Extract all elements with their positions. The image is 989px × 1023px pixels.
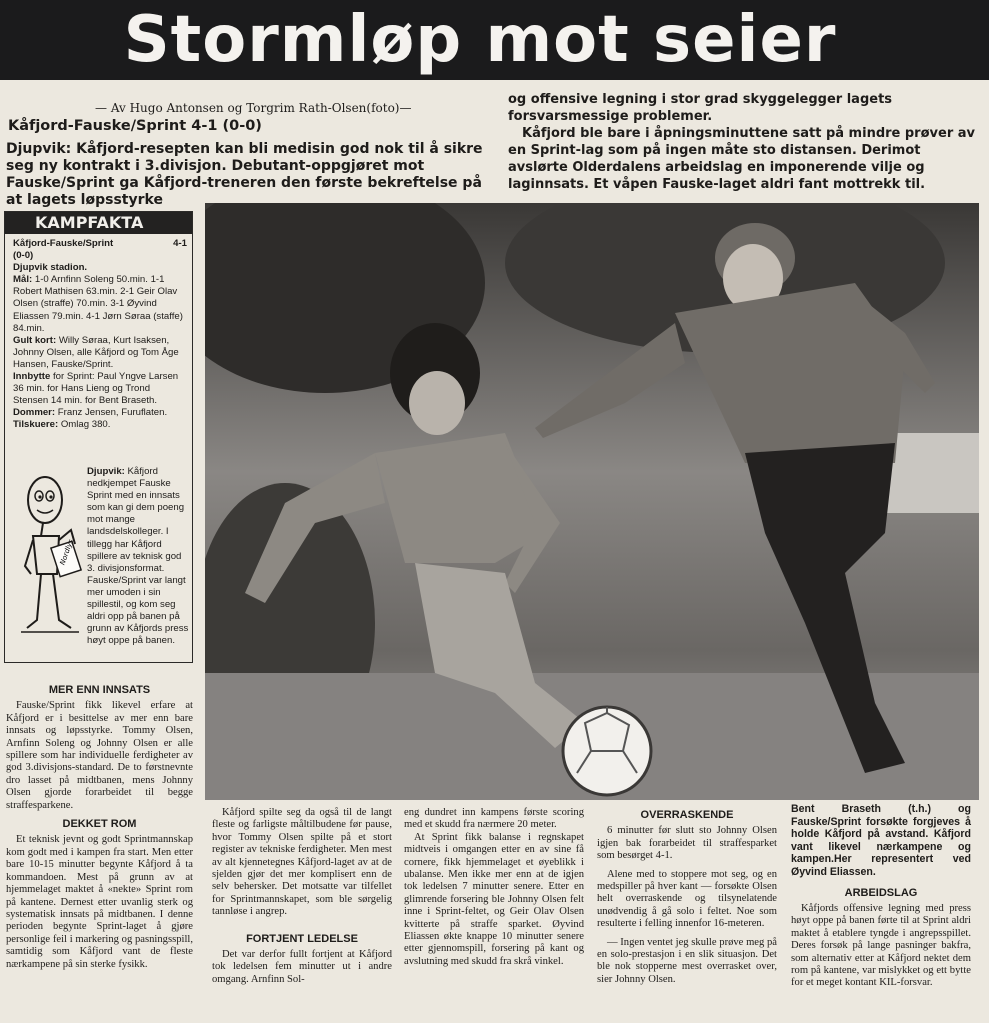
kampfakta-box [4, 211, 193, 663]
match-title: Kåfjord-Fauske/Sprint 4-1 (0-0) [8, 118, 262, 134]
byline: — Av Hugo Antonsen og Torgrim Rath-Olsen(foto)— [95, 101, 412, 115]
kampfakta-referee: Franz Jensen, Furuflaten. [57, 407, 168, 419]
lede: Djupvik: Kåfjord-resepten kan bli medisin god nok til å sikre seg ny kontrakt i 3.divisjon. Debutant-oppgjøret mot Fauske/Sprint ga Kåfjord-treneren den første bekreftelse på at lagets løpsstyrke [6, 141, 483, 208]
col2-paragraph-1: Kåfjord spilte seg da også til de langt fleste og farligste måltilbudene før pause, hvor Tommy Olsen spilte på et stort register av tekniske ferdigheter. Men mest av alt kjennetegnes Kåfjord-laget av at de sjelden gjør det mer komplisert enn de selv behersker. Det motsatte var tilfellet for Sprintmannskapet, som ble sørgelig tannløse i angrep. [212, 807, 392, 918]
lede-paragraph-2: Kåfjord ble bare i åpningsminuttene satt på mindre prøver av en Sprint-lag som på ingen måte sto distansen. Derimot avslørte Olderdalens arbeidslag en imponerende vilje og laginnsats. Et våpen Fauske-laget aldri fant mottrekk til. [508, 126, 976, 192]
col3-paragraph-1: eng dundret inn kampens første scoring med et skudd fra nærmere 20 meter. [404, 807, 584, 831]
subhead-dekket-rom: DEKKET ROM [62, 818, 137, 831]
column-2 [212, 807, 392, 986]
kampfakta-yellow-label: Gult kort: [13, 334, 57, 346]
kampfakta-match: Kåfjord-Fauske/Sprint [13, 238, 114, 249]
kampfakta-halftime: (0-0) [13, 250, 34, 262]
kampfakta-yellow: Willy Søraa, Kurt Isaksen, Johnny Olsen, alle Kåfjord og Tom Åge Hansen, Fauske/Sprint. [13, 334, 179, 370]
kampfakta-comment [87, 466, 191, 647]
football-players-photo [205, 203, 979, 800]
col1-paragraph-2: Et teknisk jevnt og godt Sprintmannskap kom godt med i kampen fra start. Men etter bare 10-15 minutter begynte Kåfjord å ta kommandoen. Mest på grunn av at hjemmelaget maktet å «nekte» Sprint rom på kantene. Dernest etter uvanlig sterk og systematisk innsats på midtbanen. I denne perioden begynte Sprint-laget å gjøre personlige feil i markering og pasningsspill, samtidig som Kåfjord vant de fleste nærkampene på sin sterke fysikk. [6, 834, 193, 970]
kampfakta-goals-label: Mål: [13, 274, 33, 286]
kampfakta-title: KAMPFAKTA [5, 212, 192, 234]
kampfakta-comment-text: Kåfjord nedkjempet Fauske Sprint med en innsats som kan gi dem poeng mot mange landsdelskolleger. I tillegg har Kåfjord spillere av teknisk god 3. divisjonsformat. Fauske/Sprint var langt mer umoden i sin spillestil, og kom seg aldri opp på banen på grunn av Kåfjords press høyt oppe på banen. [87, 466, 189, 647]
kampfakta-details [5, 234, 192, 432]
lede-continued-text: og offensive legning i stor grad skyggelegger lagets forsvarsmessige problemer. [508, 92, 893, 124]
col4-paragraph-3: — Ingen ventet jeg skulle prøve meg på en solo-prestasjon i en slik situasjon. Det ble nok stopperne mest overrasket over, sier Johnny Olsen. [597, 936, 777, 985]
mascot-sign-text: Nordlys [58, 538, 76, 567]
match-photo [205, 203, 979, 800]
subhead-mer-enn-innsats: MER ENN INNSATS [48, 684, 151, 696]
kampfakta-venue: Djupvik stadion. [13, 262, 88, 274]
subhead-fortjent-ledelse: FORTJENT LEDELSE [246, 932, 358, 945]
subhead-overraskende: OVERRASKENDE [640, 809, 734, 821]
photo-caption: Bent Braseth (t.h.) og Fauske/Sprint forsøkte forgjeves å holde Kåfjord på avstand. Kåfjord vant likevel nærkampene og kampen.Her representert ved Øyvind Eliassen. [791, 803, 971, 878]
lede-continuation [508, 91, 976, 193]
col4-paragraph-1: 6 minutter før slutt sto Johnny Olsen igjen bak forarbeidet til straffesparket som besørget 4-1. [597, 825, 777, 862]
col1-paragraph-1: Fauske/Sprint fikk likevel erfare at Kåfjord er i besittelse av mer enn bare innsats og løpsstyrke. Tommy Olsen, Arnfinn Soleng og Johnny Olsen er alle spillere som har individuelle ferdigheter av god 3.divisjons-standard. De to førstnevnte dro lasset på midtbanen, mens Johnny Olsen gjorde forarbeidet til begge straffesparkene. [6, 700, 193, 811]
kampfakta-referee-label: Dommer: [13, 407, 56, 419]
kampfakta-goals: 1-0 Arnfinn Soleng 50.min. 1-1 Robert Mathisen 63.min. 2-1 Geir Olav Olsen (straffe) 70.min. 3-1 Øyvind Eliassen 79.min. 4-1 Jørn Søraa (staffe) 84.min. [13, 274, 183, 334]
col3-paragraph-2: At Sprint fikk balanse i regnskapet midtveis i omgangen etter en av sine få cornere, fikk hjemmelaget et øyeblikk i ubalanse. Men ikke mer enn at de igjen tok ledelsen 7 minutter senere. Etter en glimrende forsering ble Johnny Olsen felt inne i Sprint-feltet, og Geir Olav Olsen kvitterte på straffe sparket. Øyvind Eliassen økte knappe 10 minutter senere etter gjennomspill, forsering på kant og avslutning med skudd fra skrå vinkel. [404, 831, 584, 967]
kampfakta-subs: for Sprint: Paul Yngve Larsen 36 min. for Hans Lieng og Trond Stensen 14 min. for Bent Braseth. [13, 371, 179, 407]
kampfakta-spectators-label: Tilskuere: [13, 419, 59, 431]
col4-paragraph-2: Alene med to stoppere mot seg, og en medspiller på hver kant — forsøkte Olsen helt overraskende og tilsynelatende unødvendig å gå solo i feltet. Noe som resulterte i felling innenfor 16-meteren. [597, 868, 777, 930]
mascot-illustration [19, 470, 83, 642]
kampfakta-subs-label: Innbytte [13, 371, 51, 383]
col5-paragraph-1: Kåfjords offensive legning med press høyt oppe på banen førte til at Sprint aldri maktet å etablere tyngde i angrepsspillet. Deres forsøk på lange pasninger bakfra, som alternativ etter at Kåfjord nektet dem rom på kantene, var mislykket og ett bytte for et meget kontant KIL-forsvar. [791, 902, 971, 989]
kampfakta-score: 4-1 [173, 238, 187, 249]
kampfakta-spectators: Omlag 380. [60, 419, 111, 431]
column-4 [597, 807, 777, 986]
col2-paragraph-2: Det var derfor fullt fortjent at Kåfjord tok ledelsen fem minutter ut i andre omgang. Arnfinn Sol- [212, 949, 392, 985]
kampfakta-match-row [13, 238, 187, 250]
subhead-arbeidslag: ARBEIDSLAG [844, 886, 918, 899]
headline: Stormløp mot seier [123, 3, 837, 77]
column-3 [404, 807, 584, 968]
column-1 [6, 678, 193, 971]
column-5 [791, 803, 971, 990]
kampfakta-comment-label: Djupvik: [87, 466, 125, 477]
